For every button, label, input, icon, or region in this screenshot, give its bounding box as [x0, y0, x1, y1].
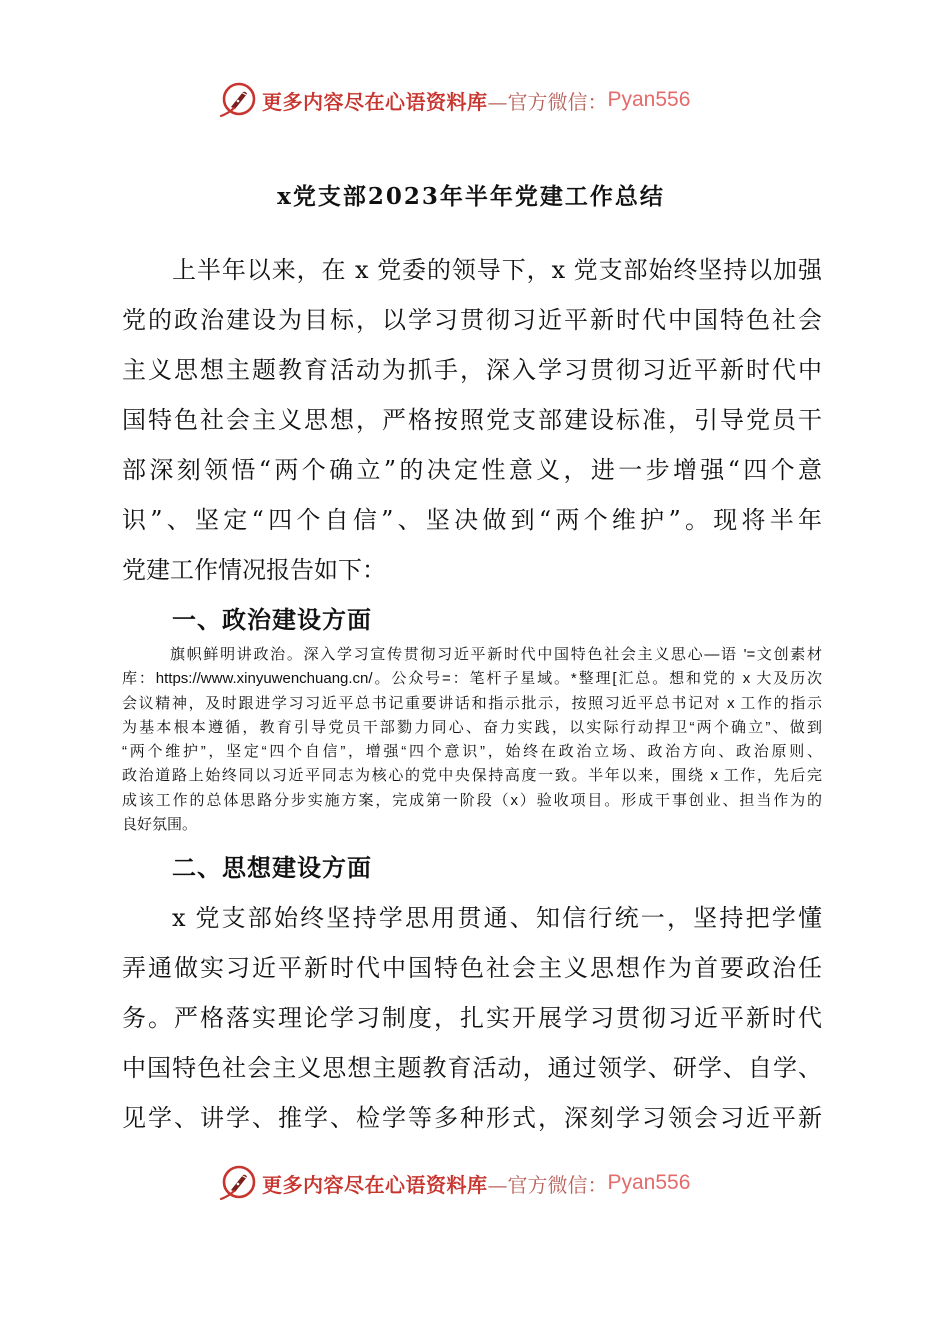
watermark-site-name: 更多内容尽在心语资料库 — [262, 89, 488, 114]
paragraph-line: 库：https://www.xinyuwenchuang.cn/。公众号=：笔杆子星域。*整理[汇总。想和党的 x 大及历次 — [122, 670, 822, 688]
paragraph-line: 中国特色社会主义思想主题教育活动，通过领学、研学、自学、 — [122, 1054, 822, 1082]
paragraph-line: 识”、坚定“四个自信”、坚决做到“两个维护”。现将半年 — [122, 506, 822, 534]
paragraph-line: 主义思想主题教育活动为抓手，深入学习贯彻习近平新时代中 — [122, 356, 822, 384]
section-political-paragraph — [0, 643, 950, 837]
paragraph-line: x 党支部始终坚持学思用贯通、知信行统一，坚持把学懂 — [172, 904, 822, 932]
section-ideological-paragraph — [0, 893, 950, 1143]
watermark-label: —官方微信： — [487, 1172, 608, 1197]
pen-nib-logo-icon — [218, 80, 258, 120]
intro-paragraph — [0, 245, 950, 595]
paragraph-line: 为基本根本遵循，教育引导党员干部勠力同心、奋力实践，以实际行动捍卫“两个确立”、做到 — [122, 718, 822, 736]
paragraph-line: 部深刻领悟“两个确立”的决定性意义，进一步增强“四个意 — [122, 456, 822, 484]
header-watermark — [218, 80, 690, 120]
paragraph-line: 党的政治建设为目标，以学习贯彻习近平新时代中国特色社会 — [122, 306, 822, 334]
paragraph-line: 政治道路上始终同以习近平同志为核心的党中央保持高度一致。半年以来，围绕 x 工作，先后完 — [122, 767, 822, 785]
paragraph-line: 务。严格落实理论学习制度，扎实开展学习贯彻习近平新时代 — [122, 1004, 822, 1032]
watermark-wechat-id: Pyan556 — [607, 1171, 691, 1194]
paragraph-line: “两个维护”，坚定“四个自信”，增强“四个意识”，始终在政治立场、政治方向、政治原则、 — [122, 743, 822, 761]
footer-watermark — [218, 1163, 690, 1203]
paragraph-line: 党建工作情况报告如下： — [122, 556, 386, 584]
section-heading-ideological: 二、思想建设方面 — [172, 854, 372, 882]
paragraph-line: 弄通做实习近平新时代中国特色社会主义思想作为首要政治任 — [122, 954, 822, 982]
document-title: x党支部2023年半年党建工作总结 — [277, 183, 665, 210]
section-heading-political: 一、政治建设方面 — [172, 606, 372, 634]
paragraph-line: 见学、讲学、推学、检学等多种形式，深刻学习领会习近平新 — [122, 1104, 822, 1132]
paragraph-line: 国特色社会主义思想，严格按照党支部建设标准，引导党员干 — [122, 406, 822, 434]
watermark-site-name: 更多内容尽在心语资料库 — [262, 1172, 488, 1197]
paragraph-line: 成该工作的总体思路分步实施方案，完成第一阶段（x）验收项目。形成干事创业、担当作为的 — [122, 791, 822, 809]
pen-nib-logo-icon — [218, 1163, 258, 1203]
paragraph-line: 旗帜鲜明讲政治。深入学习宣传贯彻习近平新时代中国特色社会主义思心—语 '=文创素材 — [170, 646, 822, 663]
paragraph-line: 会议精神，及时跟进学习习近平总书记重要讲话和指示批示，按照习近平总书记对 x 工作的指示 — [122, 694, 822, 712]
watermark-label: —官方微信： — [487, 89, 608, 114]
watermark-wechat-id: Pyan556 — [607, 88, 691, 111]
paragraph-line: 上半年以来，在 x 党委的领导下，x 党支部始终坚持以加强 — [172, 256, 822, 284]
paragraph-line: 良好氛围。 — [122, 816, 198, 834]
